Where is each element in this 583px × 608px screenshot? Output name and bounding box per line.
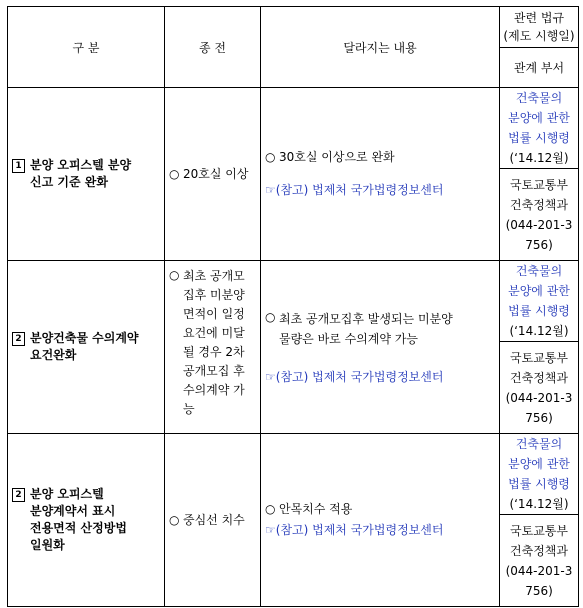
law-line: 분양에 관한 (508, 284, 570, 298)
header-law-text: 관련 법규 (제도 시행일) (503, 11, 575, 43)
row-2-change-line: 최초 공개모집후 발생되는 미분양 (279, 311, 453, 326)
row-1-change-bullet (265, 149, 495, 166)
header-changes-text: 달라지는 내용 (343, 40, 417, 55)
bullet-icon: ○ (169, 512, 180, 527)
header-division-text: 구 분 (72, 40, 100, 55)
row-2-before-line: 면적이 일정 (183, 307, 245, 321)
row-3-title-line: 분양 오피스텔 (30, 487, 104, 501)
row-2-before-line: 요건에 미달 (183, 326, 245, 340)
row-1-division (8, 88, 165, 261)
row-1-title-line: 분양 오피스텔 분양 (30, 158, 132, 172)
law-line: 법률 시행령 (508, 131, 570, 145)
law-date: (‘14.12월) (509, 497, 569, 511)
row-3-law[interactable] (500, 434, 579, 515)
dept-line: (044-201-3 (505, 563, 573, 578)
row-2-reference-link[interactable]: ☞(참고) 법제처 국가법령정보센터 (265, 369, 444, 384)
row-3-dept (500, 515, 579, 607)
dept-line: 건축정책과 (510, 370, 568, 385)
row-3-before-bullet (169, 512, 256, 529)
row-3-change-bullet (265, 501, 495, 518)
bullet-icon: ○ (169, 166, 180, 181)
row-2-before-line: 공개모집 후 (183, 364, 245, 378)
dept-line: 건축정책과 (510, 543, 568, 558)
header-dept (500, 48, 579, 88)
row-3-reference-link[interactable]: ☞(참고) 법제처 국가법령정보센터 (265, 523, 444, 537)
row-1-changes (261, 88, 500, 261)
row-3-title-line: 일원화 (30, 538, 65, 552)
header-before-text: 종 전 (199, 40, 226, 55)
row-3-title-line: 전용면적 산정방법 (30, 521, 127, 535)
row-3-before (165, 434, 261, 607)
header-division (8, 7, 165, 88)
row-1-reference-link[interactable]: ☞(참고) 법제처 국가법령정보센터 (265, 183, 444, 197)
row-3-change-text: 안목치수 적용 (279, 502, 353, 516)
row-1-title (12, 157, 160, 191)
law-date: (‘14.12월) (509, 324, 569, 338)
row-2-change-line: 물량은 바로 수의계약 가능 (279, 331, 418, 346)
row-2-before-line: 될 경우 2차 (183, 345, 245, 359)
header-before (165, 7, 261, 88)
law-date: (‘14.12월) (509, 151, 569, 165)
row-1-change-text: 30호실 이상으로 완화 (279, 150, 395, 164)
row-3-changes (261, 434, 500, 607)
row-2-before-line: 최초 공개모 (183, 269, 245, 283)
dept-line: (044-201-3 (505, 217, 573, 232)
row-3-number-badge: 2 (12, 488, 25, 502)
row-1-dept (500, 169, 579, 261)
row-2-before-line: 집후 미분양 (183, 288, 245, 302)
dept-line: (044-201-3 (505, 390, 573, 405)
row-2-title (12, 330, 160, 364)
row-1-law[interactable] (500, 88, 579, 169)
dept-line: 국토교통부 (510, 523, 568, 538)
dept-line: 국토교통부 (510, 350, 568, 365)
row-1-number-badge: 1 (12, 159, 25, 173)
row-2-before-line: 수의계약 가능 (183, 383, 245, 416)
law-line: 건축물의 (515, 91, 563, 105)
row-2-changes (261, 261, 500, 434)
row-3-before-text: 중심선 치수 (183, 512, 245, 527)
regulation-table (7, 6, 579, 607)
header-dept-text: 관계 부서 (513, 61, 565, 75)
bullet-icon: ○ (265, 502, 276, 516)
dept-line: 756) (525, 410, 553, 425)
row-2-title-line: 분양건축물 수의계약 (30, 331, 139, 345)
law-line: 분양에 관한 (508, 457, 570, 471)
law-line: 분양에 관한 (508, 111, 570, 125)
law-line: 건축물의 (515, 437, 563, 451)
dept-line: 756) (525, 237, 553, 252)
law-line: 법률 시행령 (508, 304, 570, 318)
dept-line: 국토교통부 (510, 177, 568, 192)
dept-line: 756) (525, 583, 553, 598)
row-3-title-line: 분양계약서 표시 (30, 504, 116, 518)
row-1-before-bullet (169, 166, 256, 183)
bullet-icon: ○ (265, 309, 276, 324)
row-2-title-line: 요건완화 (30, 348, 77, 362)
row-1-title-line: 신고 기준 완화 (30, 175, 108, 189)
bullet-icon: ○ (265, 150, 276, 164)
row-2-change-bullet (265, 309, 495, 349)
row-2-law[interactable] (500, 261, 579, 342)
header-changes (261, 7, 500, 88)
law-line: 건축물의 (515, 264, 563, 278)
dept-line: 건축정책과 (510, 197, 568, 212)
row-2-before-bullet (169, 267, 256, 419)
bullet-icon: ○ (169, 268, 180, 282)
header-law (500, 7, 579, 48)
row-1-before-text: 20호실 이상 (183, 166, 249, 181)
row-1-before (165, 88, 261, 261)
row-2-number-badge: 2 (12, 332, 25, 346)
law-line: 법률 시행령 (508, 477, 570, 491)
row-3-title (12, 486, 160, 554)
row-3-division (8, 434, 165, 607)
row-2-dept (500, 342, 579, 434)
row-2-before (165, 261, 261, 434)
row-2-division (8, 261, 165, 434)
